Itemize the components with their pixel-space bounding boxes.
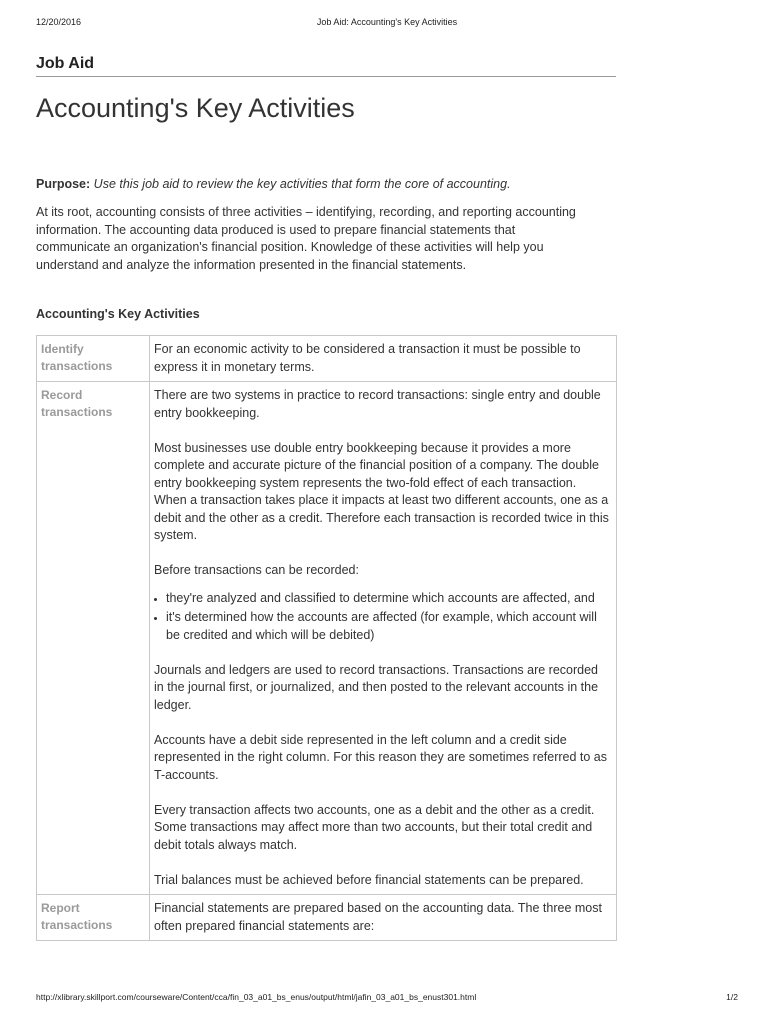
record-paragraph: Accounts have a debit side represented in the left column and a credit side represented in the right column. For this reason they are sometimes referred to as T-accounts. — [154, 732, 607, 782]
row-label-record: Record transactions — [37, 382, 150, 895]
table-row-report — [37, 895, 617, 941]
record-paragraph: Every transaction affects two accounts, one as a debit and the other as a credit. Some transactions may affect more than two accounts, but their total credit and debit totals always match. — [154, 802, 595, 852]
print-date: 12/20/2016 — [36, 17, 82, 27]
row-content-record — [150, 382, 617, 895]
row-content-report: Financial statements are prepared based on the accounting data. The three most often prepared financial statements are: — [150, 895, 617, 941]
purpose-statement — [36, 177, 616, 191]
record-paragraph: Journals and ledgers are used to record transactions. Transactions are recorded in the journal first, or journalized, and then posted to the relevant accounts in the ledger. — [154, 662, 599, 712]
list-item: • they're analyzed and classified to determine which accounts are affected, and — [166, 590, 610, 608]
page-number: 1/2 — [726, 992, 738, 1002]
activities-table — [36, 335, 617, 941]
row-content-identify: For an economic activity to be considered a transaction it must be possible to express it in monetary terms. — [150, 336, 617, 382]
purpose-label: Purpose: — [36, 177, 91, 191]
print-url: http://xlibrary.skillport.com/courseware/Content/cca/fin_03_a01_bs_enus/output/html/jafin_03_a01_bs_enust301.html — [36, 992, 477, 1002]
section-heading: Accounting's Key Activities — [36, 307, 200, 321]
row-label-identify: Identify transactions — [37, 336, 150, 382]
print-page-title: Job Aid: Accounting's Key Activities — [316, 17, 458, 27]
purpose-text: Use this job aid to review the key activities that form the core of accounting. — [93, 177, 511, 191]
table-row-identify — [37, 336, 617, 382]
intro-paragraph: At its root, accounting consists of three activities – identifying, recording, and reporting accounting information. The accounting data produced is used to prepare financial statements that communicate an organization's financial position. Knowledge of these activities will help you understand and analyze the information presented in the financial statements. — [36, 205, 576, 272]
print-footer — [36, 992, 738, 1002]
record-paragraph: Trial balances must be achieved before financial statements can be prepared. — [154, 872, 584, 887]
record-paragraph: There are two systems in practice to record transactions: single entry and double entry bookkeeping. — [154, 388, 601, 420]
row-label-report: Report transactions — [37, 895, 150, 941]
page-title: Accounting's Key Activities — [36, 93, 355, 123]
table-row-record — [37, 382, 617, 895]
job-aid-label: Job Aid — [36, 55, 616, 77]
record-paragraph: Before transactions can be recorded: — [154, 563, 359, 577]
record-paragraph: Most businesses use double entry bookkeeping because it provides a more complete and accurate picture of the financial position of a company. The double entry bookkeeping system represents the two-fold effect of each transaction. When a transaction takes place it impacts at least two different accounts, one as a debit and the other as a credit. Therefore each transaction is recorded twice in this system. — [154, 440, 609, 542]
list-item: • it's determined how the accounts are affected (for example, which account will be credited and which will be debited) — [166, 609, 610, 644]
record-bullet-list — [154, 590, 610, 645]
